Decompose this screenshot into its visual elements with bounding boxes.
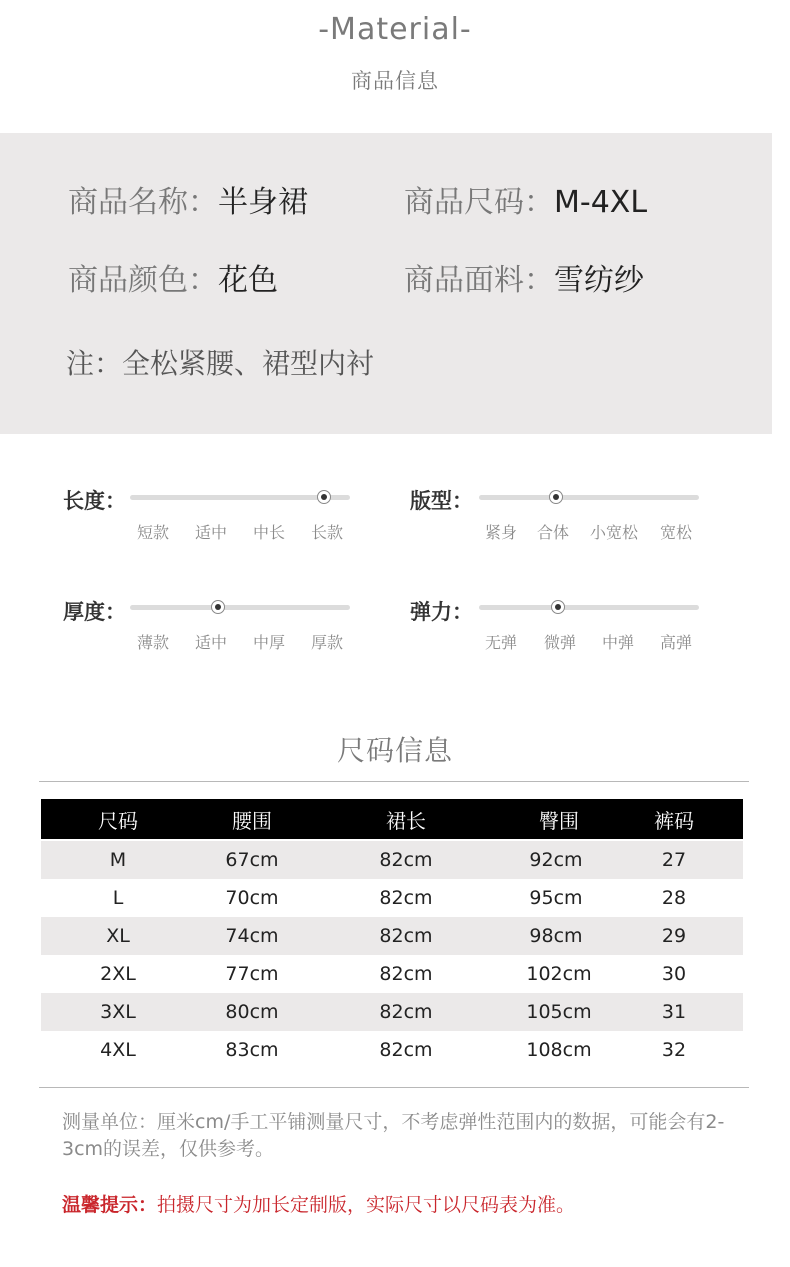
table-cell: 2XL: [100, 963, 136, 985]
table-row: [41, 993, 743, 1031]
attribute-tick: 短款: [136, 523, 170, 542]
product-color-value: 花色: [218, 263, 278, 298]
header-cell: 臀围: [539, 808, 579, 833]
product-size-label: 商品尺码：: [404, 185, 554, 220]
table-cell: 82cm: [379, 963, 433, 985]
table-cell: 27: [661, 849, 687, 871]
table-row: [41, 917, 743, 955]
product-fabric-label: 商品面料：: [404, 263, 554, 298]
product-size-value: M-4XL: [554, 185, 648, 220]
table-cell: 4XL: [100, 1039, 136, 1061]
attribute-tick: 微弹: [543, 633, 577, 652]
header-cell: 腰围: [232, 808, 272, 833]
table-cell: 82cm: [379, 887, 433, 909]
header-cell: 尺码: [98, 808, 138, 833]
attribute-tick: 紧身: [484, 523, 518, 542]
table-cell: 74cm: [225, 925, 279, 947]
size-table-header: [41, 799, 743, 839]
attribute-tick: 中长: [252, 523, 286, 542]
attribute-tick: 长款: [310, 523, 344, 542]
table-row: [41, 1031, 743, 1069]
table-cell: L: [112, 887, 124, 909]
attribute-label: 长度：: [63, 489, 126, 513]
table-cell: M: [109, 849, 127, 871]
table-cell: 82cm: [379, 1039, 433, 1061]
attribute-tick: 无弹: [484, 633, 518, 652]
table-cell: 77cm: [225, 963, 279, 985]
product-note: 注：全松紧腰、裙型内衬: [66, 347, 375, 380]
table-cell: 28: [661, 887, 687, 909]
table-cell: 108cm: [526, 1039, 592, 1061]
attribute-tick: 高弹: [659, 633, 693, 652]
table-cell: 83cm: [225, 1039, 279, 1061]
attribute-track: [479, 495, 699, 500]
table-cell: 95cm: [529, 887, 583, 909]
attribute-track: [130, 495, 350, 500]
product-info-panel: [0, 133, 772, 434]
table-cell: 102cm: [526, 963, 592, 985]
attribute-label: 版型：: [410, 489, 473, 513]
product-fabric: [404, 255, 644, 299]
attribute-tick: 适中: [194, 633, 228, 652]
divider: [39, 781, 749, 782]
table-row: [41, 879, 743, 917]
table-cell: 3XL: [100, 1001, 136, 1023]
table-row: [41, 841, 743, 879]
product-fabric-value: 雪纺纱: [554, 263, 644, 298]
attribute-knob: [317, 490, 331, 504]
table-row: [41, 955, 743, 993]
product-color: [68, 255, 278, 299]
warm-tip-text: 拍摄尺寸为加长定制版，实际尺寸以尺码表为准。: [157, 1194, 576, 1216]
table-cell: 67cm: [225, 849, 279, 871]
table-cell: XL: [106, 925, 130, 947]
attribute-label: 弹力：: [410, 600, 473, 624]
product-name: [68, 177, 308, 221]
attribute-tick: 合体: [536, 523, 570, 542]
material-title: -Material-: [318, 12, 472, 47]
attribute-label: 厚度：: [63, 600, 126, 624]
product-name-value: 半身裙: [218, 185, 308, 220]
measurement-note: 测量单位：厘米cm/手工平铺测量尺寸，不考虑弹性范围内的数据，可能会有2-3cm的误差，仅供参考。: [62, 1111, 725, 1160]
product-name-label: 商品名称：: [68, 185, 218, 220]
header-cell: 裤码: [654, 808, 694, 833]
table-cell: 82cm: [379, 1001, 433, 1023]
attribute-track: [479, 605, 699, 610]
table-cell: 105cm: [526, 1001, 592, 1023]
attribute-knob: [549, 490, 563, 504]
table-cell: 82cm: [379, 925, 433, 947]
divider: [39, 1087, 749, 1088]
table-cell: 70cm: [225, 887, 279, 909]
table-cell: 82cm: [379, 849, 433, 871]
product-size: [404, 177, 647, 221]
attribute-tick: 宽松: [659, 523, 693, 542]
table-cell: 92cm: [529, 849, 583, 871]
table-cell: 80cm: [225, 1001, 279, 1023]
size-info-title: 尺码信息: [336, 734, 453, 767]
table-cell: 31: [661, 1001, 687, 1023]
attribute-tick: 厚款: [310, 633, 344, 652]
attribute-knob: [551, 600, 565, 614]
warm-tip-label: 温馨提示：: [62, 1194, 158, 1216]
table-cell: 30: [661, 963, 687, 985]
attribute-tick: 中弹: [601, 633, 635, 652]
attribute-tick: 小宽松: [589, 523, 639, 542]
warm-tip: [62, 1190, 575, 1217]
attribute-track: [130, 605, 350, 610]
product-color-label: 商品颜色：: [68, 263, 218, 298]
attribute-tick: 适中: [194, 523, 228, 542]
table-cell: 98cm: [529, 925, 583, 947]
table-cell: 29: [661, 925, 687, 947]
table-cell: 32: [661, 1039, 687, 1061]
attribute-tick: 中厚: [252, 633, 286, 652]
attribute-knob: [211, 600, 225, 614]
material-subtitle: 商品信息: [351, 69, 439, 93]
header-cell: 裙长: [386, 808, 426, 833]
attribute-tick: 薄款: [136, 633, 170, 652]
